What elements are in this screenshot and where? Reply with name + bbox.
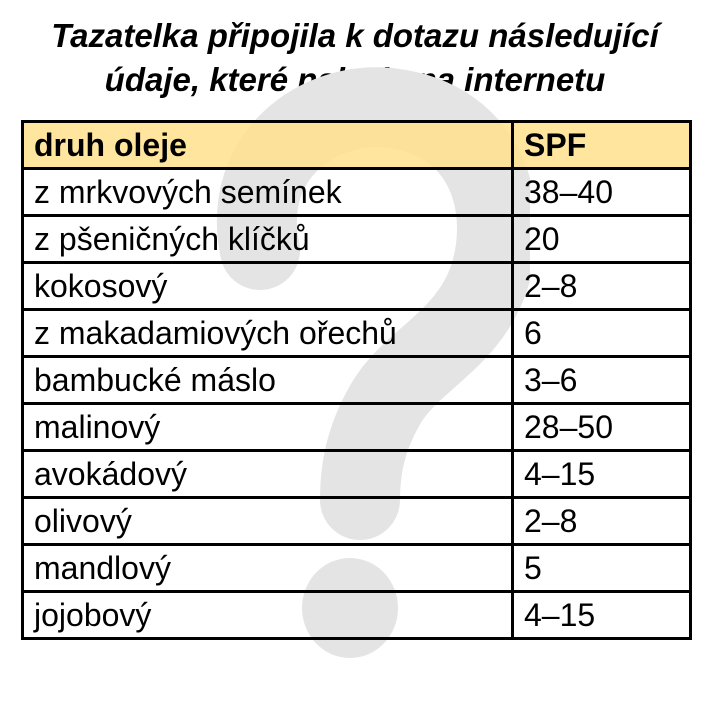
table-row [23,545,691,592]
table-row [23,498,691,545]
oil-spf-table [21,120,692,640]
page-title [0,14,710,102]
oil-name-cell: avokádový [23,451,513,498]
title-line-2: údaje, které nalezla na internetu [104,61,606,98]
table-row [23,592,691,639]
table-row [23,404,691,451]
table-row [23,216,691,263]
table-row [23,310,691,357]
spf-value-cell: 4–15 [513,451,691,498]
oil-name-cell: mandlový [23,545,513,592]
oil-name-cell: z makadamiových ořechů [23,310,513,357]
oil-name-cell: kokosový [23,263,513,310]
title-line-1: Tazatelka připojila k dotazu následující [51,17,659,54]
spf-value-cell: 2–8 [513,263,691,310]
spf-value-cell: 3–6 [513,357,691,404]
oil-name-cell: bambucké máslo [23,357,513,404]
spf-value-cell: 28–50 [513,404,691,451]
spf-value-cell: 4–15 [513,592,691,639]
oil-name-cell: olivový [23,498,513,545]
table-row [23,357,691,404]
spf-value-cell: 6 [513,310,691,357]
table-row [23,169,691,216]
header-spf: SPF [513,122,691,169]
spf-value-cell: 38–40 [513,169,691,216]
header-oil-type: druh oleje [23,122,513,169]
oil-name-cell: z pšeničných klíčků [23,216,513,263]
spf-value-cell: 5 [513,545,691,592]
spf-value-cell: 20 [513,216,691,263]
oil-name-cell: malinový [23,404,513,451]
oil-name-cell: jojobový [23,592,513,639]
oil-name-cell: z mrkvových semínek [23,169,513,216]
table-header-row [23,122,691,169]
spf-value-cell: 2–8 [513,498,691,545]
table-row [23,263,691,310]
table-row [23,451,691,498]
